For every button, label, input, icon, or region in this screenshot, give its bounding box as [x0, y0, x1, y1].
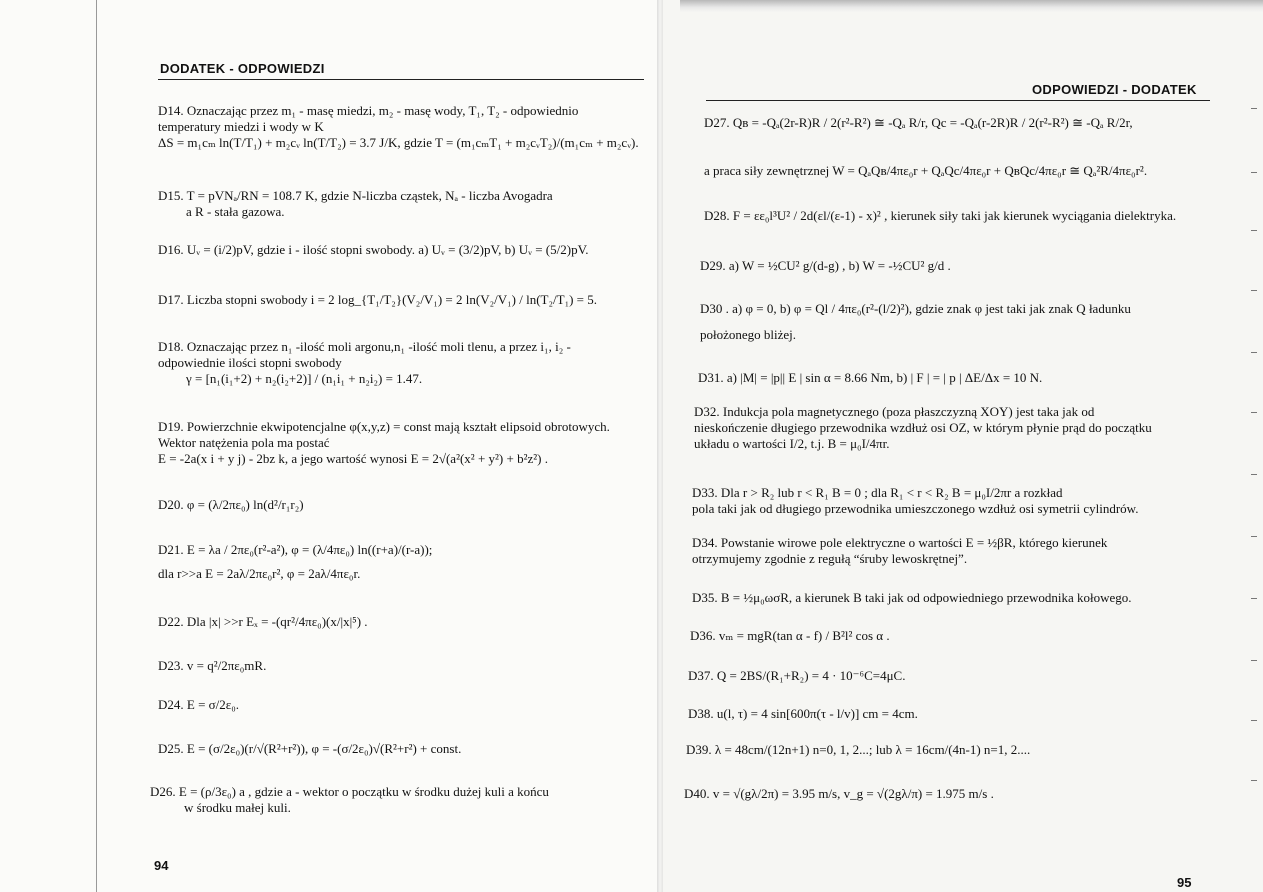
answer-d38: D38. u(l, τ) = 4 sin[600π(τ - l/v)] cm = 4cm. — [688, 706, 918, 721]
answer-d21: D21. E = λa / 2πε₀(r²-a²), φ = (λ/4πε₀) ln((r+a)/(r-a)); dla r>>a E = 2aλ/2πε₀r², φ = 2aλ/4πε₀r. — [158, 542, 433, 581]
answer-d34: D34. Powstanie wirowe pole elektryczne o wartości E = ½βR, którego kierunek otrzymujemy zgodnie z regułą “śruby lewoskrętnej”. — [692, 535, 1108, 566]
answer-d14: D14. Oznaczając przez m₁ - masę miedzi, m₂ - masę wody, T₁, T₂ - odpowiednio temperatury miedzi i wody w K ΔS = m₁cₘ ln(T/T₁) + m₂cᵥ ln(T/T₂) = 3.7 J/K, gdzie T = (m₁cₘT₁ + m₂cᵥT₂)/(m₁cₘ + m₂cᵥ). — [158, 103, 639, 150]
margin-mark — [1251, 108, 1257, 109]
margin-mark — [1251, 598, 1257, 599]
book-fold — [657, 0, 663, 892]
right-header-rule — [706, 100, 1210, 101]
answer-d27: D27. Qʙ = -Qₐ(2r-R)R / 2(r²-R²) ≅ -Qₐ R/r, Qc = -Qₐ(r-2R)R / 2(r²-R²) ≅ -Qₐ R/2r, — [704, 115, 1133, 130]
answer-d17: D17. Liczba stopni swobody i = 2 log_{T₁/T₂}(V₂/V₁) = 2 ln(V₂/V₁) / ln(T₂/T₁) = 5. — [158, 292, 598, 307]
answer-d29: D29. a) W = ½CU² g/(d-g) , b) W = -½CU² g/d . — [700, 258, 951, 273]
left-page-number: 94 — [154, 858, 169, 873]
answer-d16: D16. Uᵥ = (i/2)pV, gdzie i - ilość stopni swobody. a) Uᵥ = (3/2)pV, b) Uᵥ = (5/2)pV. — [158, 242, 589, 257]
answer-d40: D40. v = √(gλ/2π) = 3.95 m/s, v_g = √(2gλ/π) = 1.975 m/s . — [684, 786, 994, 801]
answer-d18: D18. Oznaczając przez n₁ -ilość moli argonu,n₁ -ilość moli tlenu, a przez i₁, i₂ - odpowiednie ilości stopni swobody γ = [n₁(i₁+2) + n₂(i₂+2)] / (n₁i₁ + n₂i₂) = 1.47. — [158, 339, 571, 386]
answer-d15: D15. T = pVNₐ/RN = 108.7 K, gdzie N-liczba cząstek, Nₐ - liczba Avogadra a R - stała gazowa. — [158, 188, 553, 219]
answer-d23: D23. v = q²/2πε₀mR. — [158, 658, 267, 673]
margin-mark — [1251, 474, 1257, 475]
answer-d35: D35. B = ½μ₀ωσR, a kierunek B taki jak od odpowiedniego przewodnika kołowego. — [692, 590, 1132, 605]
answer-d37: D37. Q = 2BS/(R₁+R₂) = 4 · 10⁻⁶C=4μC. — [688, 668, 906, 683]
answer-d33: D33. Dla r > R₂ lub r < R₁ B = 0 ; dla R₁ < r < R₂ B = μ₀I/2πr a rozkład pola taki jak od długiego przewodnika umieszczonego wzdłuż osi symetrii cylindrów. — [692, 485, 1139, 516]
margin-mark — [1251, 660, 1257, 661]
margin-mark — [1251, 720, 1257, 721]
right-page-number: 95 — [1177, 875, 1192, 890]
margin-mark — [1251, 780, 1257, 781]
answer-d32: D32. Indukcja pola magnetycznego (poza płaszczyzną XOY) jest taka jak od nieskończenie długiego przewodnika wzdłuż osi OZ, w którym płynie prąd do początku układu o wartości I/2, t.j. B = μ₀I/4πr. — [694, 404, 1152, 451]
left-header-rule — [158, 79, 644, 80]
right-page-header: ODPOWIEDZI - DODATEK — [1032, 82, 1197, 97]
answer-d25: D25. E = (σ/2ε₀)(r/√(R²+r²)), φ = -(σ/2ε₀)√(R²+r²) + const. — [158, 741, 462, 756]
answer-d39: D39. λ = 48cm/(12n+1) n=0, 1, 2...; lub λ = 16cm/(4n-1) n=1, 2.... — [686, 742, 1031, 757]
answer-d19: D19. Powierzchnie ekwipotencjalne φ(x,y,z) = const mają kształt elipsoid obrotowych. Wektor natężenia pola ma postać E = -2a(x i + y j) - 2bz k, a jego wartość wynosi E = 2√(a²(x² + y²) + b²z²) . — [158, 419, 610, 466]
answer-d36: D36. vₘ = mgR(tan α - f) / B²l² cos α . — [690, 628, 890, 643]
answer-d30: D30 . a) φ = 0, b) φ = Ql / 4πε₀(r²-(l/2)²), gdzie znak φ jest taki jak znak Q ładunku położonego bliżej. — [700, 301, 1131, 342]
margin-mark — [1251, 352, 1257, 353]
answer-d31: D31. a) |M| = |p|| E | sin α = 8.66 Nm, b) | F | = | p | ΔE/Δx = 10 N. — [698, 370, 1043, 385]
answer-d26: D26. E = (ρ/3ε₀) a , gdzie a - wektor o początku w środku dużej kuli a końcu w środku małej kuli. — [150, 784, 549, 815]
page-spine-line — [96, 0, 97, 892]
margin-mark — [1251, 172, 1257, 173]
answer-d27-work: a praca siły zewnętrznej W = QₐQʙ/4πε₀r + QₐQc/4πε₀r + QʙQc/4πε₀r ≅ Qₐ²R/4πε₀r². — [704, 163, 1148, 178]
left-page-header: DODATEK - ODPOWIEDZI — [160, 61, 325, 76]
answer-d24: D24. E = σ/2ε₀. — [158, 697, 240, 712]
answer-d22: D22. Dla |x| >>r Eₓ = -(qr²/4πε₀)(x/|x|⁵) . — [158, 614, 368, 629]
answer-d28: D28. F = εε₀l³U² / 2d(εl/(ε-1) - x)² , kierunek siły taki jak kierunek wyciągania dielektryka. — [704, 208, 1177, 223]
scan-top-edge — [680, 0, 1263, 12]
margin-mark — [1251, 536, 1257, 537]
margin-mark — [1251, 412, 1257, 413]
margin-mark — [1251, 290, 1257, 291]
answer-d20: D20. φ = (λ/2πε₀) ln(d²/r₁r₂) — [158, 497, 304, 512]
margin-mark — [1251, 230, 1257, 231]
